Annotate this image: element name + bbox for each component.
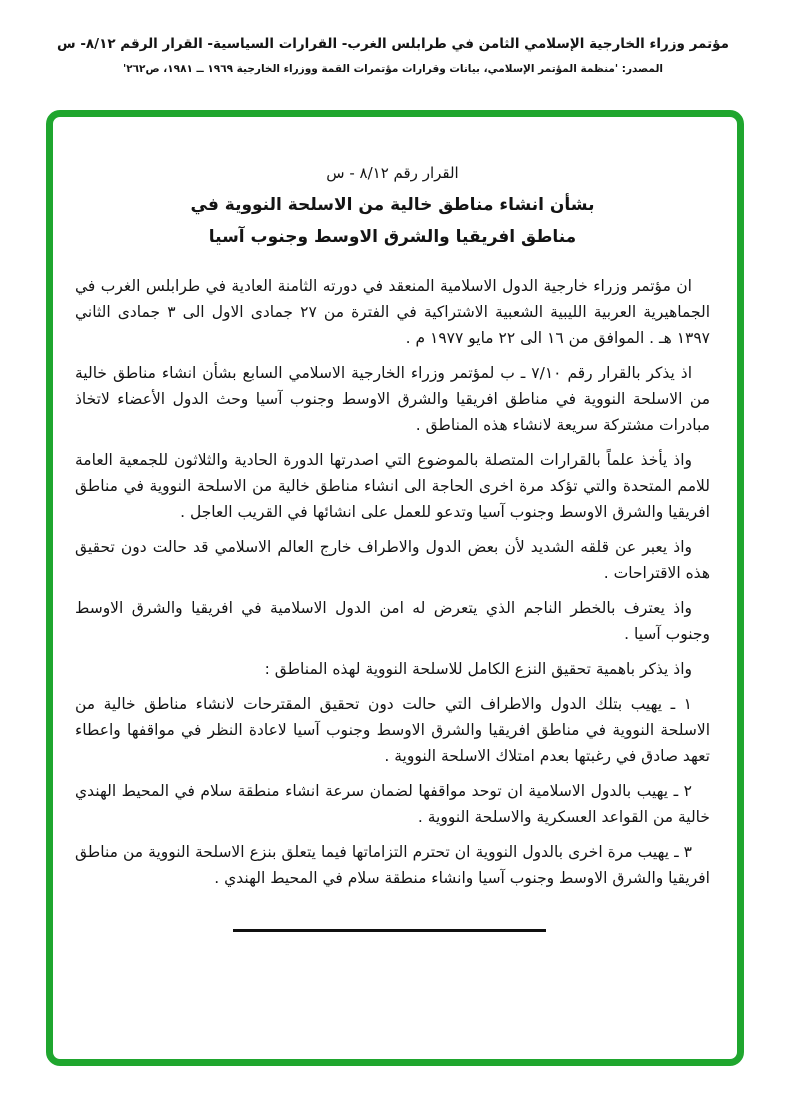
- preamble-paragraph: ان مؤتمر وزراء خارجية الدول الاسلامية المنعقد في دورته الثامنة العادية في طرابلس الغرب في الجماهيرية العربية الليبية الشعبية الاشتراكية في الفترة من ٢٧ جمادى الاول الى ٣ جمادى الثاني ١٣٩٧ هـ . الموافق من ١٦ الى ٢٢ مايو ١٩٧٧ م .: [75, 277, 710, 347]
- preamble-paragraph: واذ يعترف بالخطر الناجم الذي يتعرض له امن الدول الاسلامية في افريقيا والشرق الاوسط وجنوب آسيا .: [75, 599, 710, 643]
- footer-divider: [233, 929, 546, 932]
- resolution-number-title: القرار رقم ٨/١٢ - س: [326, 164, 459, 182]
- resolution-document: [75, 163, 710, 932]
- doc-header-title-line: مؤتمر وزراء الخارجية الإسلامي الثامن في طرابلس الغرب- القرارات السياسية- القرار الرقم ٨/١٢- س: [56, 36, 729, 52]
- operative-clause-1: ١ ـ يهيب بتلك الدول والاطراف التي حالت دون تحقيق المقترحات لانشاء مناطق خالية من الاسلحة النووية في مناطق افريقيا والشرق الاوسط وجنوب آسيا لاعادة النظر في مواقفها واعطاء تعهد صادق في رغبتها بعدم امتلاك الاسلحة النووية .: [75, 695, 710, 765]
- doc-header-source-line: المصدر: 'منظمة المؤتمر الإسلامي، بيانات وقرارات مؤتمرات القمة ووزراء الخارجية ١٩٦٩ ــ ١٩٨١، ص٢٦٢': [123, 63, 663, 75]
- resolution-subject-line2: مناطق افريقيا والشرق الاوسط وجنوب آسيا: [208, 227, 577, 247]
- preamble-paragraph: اذ يذكر بالقرار رقم ٧/١٠ ـ ب لمؤتمر وزراء الخارجية الاسلامي السابع بشأن انشاء مناطق خالية من الاسلحة النووية في مناطق افريقيا والشرق الاوسط وجنوب آسيا وحث الدول الأعضاء لاتخاذ مبادرات مشتركة سريعة لانشاء هذه المناطق .: [75, 364, 710, 434]
- operative-clause-3: ٣ ـ يهيب مرة اخرى بالدول النووية ان تحترم التزاماتها فيما يتعلق بنزع الاسلحة النووية من مناطق افريقيا والشرق الاوسط وجنوب آسيا وانشاء منطقة سلام في المحيط الهندي .: [75, 843, 710, 887]
- operative-clause-2: ٢ ـ يهيب بالدول الاسلامية ان توحد مواقفها لضمان سرعة انشاء منطقة سلام في المحيط الهندي خالية من القواعد العسكرية والاسلحة النووية .: [75, 782, 710, 826]
- green-frame: [46, 110, 744, 1066]
- resolution-subject-line1: بشأن انشاء مناطق خالية من الاسلحة النووية في: [190, 195, 595, 215]
- preamble-paragraph: واذ يأخذ علماً بالقرارات المتصلة بالموضوع التي اصدرتها الدورة الحادية والثلاثون للجمعية العامة للامم المتحدة والتي تؤكد مرة اخرى الحاجة الى انشاء مناطق خالية من الاسلحة النووية في مناطق افريقيا والشرق الاوسط وجنوب آسيا وتدعو للعمل على انشائها في القريب العاجل .: [75, 451, 710, 521]
- preamble-paragraph: واذ يعبر عن قلقه الشديد لأن بعض الدول والاطراف خارج العالم الاسلامي قد حالت دون تحقيق هذه الاقتراحات .: [75, 538, 710, 582]
- doc-header: [0, 34, 786, 76]
- preamble-paragraph: واذ يذكر باهمية تحقيق النزع الكامل للاسلحة النووية لهذه المناطق :: [264, 660, 692, 678]
